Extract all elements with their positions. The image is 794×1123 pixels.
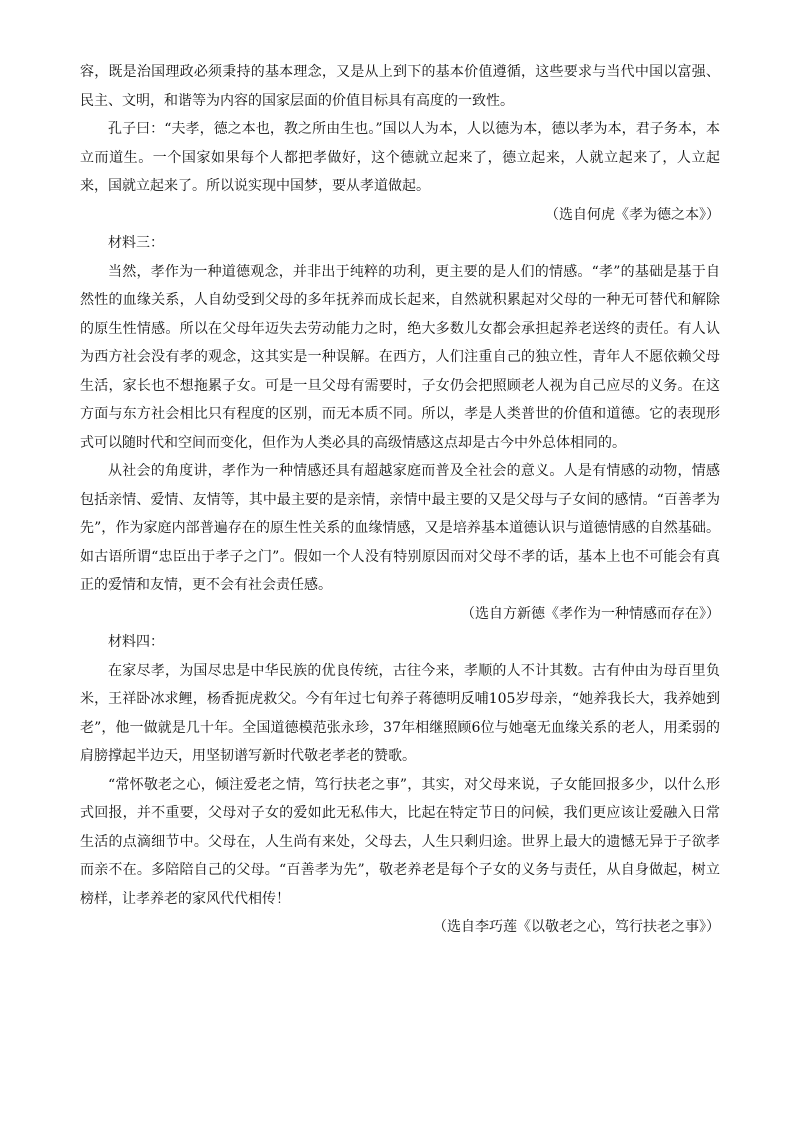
material-heading: 材料三：: [108, 235, 164, 251]
source-citation: （选自何虎《孝为德之本》）: [545, 206, 720, 223]
paragraph-examples: 在家尽孝，为国尽忠是中华民族的优良传统，古往今来，孝顺的人不计其数。古有仲由为母百里负米，王祥卧冰求鲤，杨香扼虎救父。今有年过七旬养子蒋德明反哺105岁母亲，“她养我长大，我养她到老”，他一做就是几十年。全国道德模范张永珍，37年相继照顾6位与她毫无血缘关系的老人，用柔弱的肩膀撑起半边天，用坚韧谱写新时代敬老孝老的赞歌。: [80, 662, 720, 764]
paragraph-society: 从社会的角度讲，孝作为一种情感还具有超越家庭而普及全社会的意义。人是有情感的动物，情感包括亲情、爱情、友情等，其中最主要的是亲情，亲情中最主要的又是父母与子女间的感情。“百善孝为先”，作为家庭内部普遍存在的原生性关系的血缘情感，又是培养基本道德认识与道德情感的自然基础。如古语所谓“忠臣出于孝子之门”。假如一个人没有特别原因而对父母不孝的话，基本上也不可能会有真正的爱情和友情，更不会有社会责任感。: [80, 463, 720, 593]
paragraph-emotion: 当然，孝作为一种道德观念，并非出于纯粹的功利，更主要的是人们的情感。“孝”的基础是基于自然性的血缘关系，人自幼受到父母的多年抚养而成长起来，自然就积累起对父母的一种无可替代和解除的原生性情感。所以在父母年迈失去劳动能力之时，绝大多数儿女都会承担起养老送终的责任。有人认为西方社会没有孝的观念，这其实是一种误解。在西方，人们注重自己的独立性，青年人不愿依赖父母生活，家长也不想拖累子女。可是一旦父母有需要时，子女仍会把照顾老人视为自己应尽的义务。在这方面与东方社会相比只有程度的区别，而无本质不同。所以，孝是人类普世的价值和道德。它的表现形式可以随时代和空间而变化，但作为人类必具的高级情感这点却是古今中外总体相同的。: [80, 263, 720, 451]
source-citation: （选自方新德《孝作为一种情感而存在》）: [461, 605, 720, 622]
paragraph-respect-elders: “常怀敬老之心，倾注爱老之情，笃行扶老之事”，其实，对父母来说，子女能回报多少，以什么形式回报，并不重要，父母对子女的爱如此无私伟大，比起在特定节日的问候，我们更应该让爱融入日常生活的点滴细节中。父母在，人生尚有来处，父母去，人生只剩归途。世界上最大的遗憾无异于子欲孝而亲不在。多陪陪自己的父母。“百善孝为先”，敬老养老是每个子女的义务与责任，从自身做起，树立榜样，让孝养老的家风代代相传！: [80, 776, 720, 907]
paragraph-confucius: 孔子曰：“夫孝，德之本也，教之所由生也。”国以人为本，人以德为本，德以孝为本，君子务本，本立而道生。一个国家如果每个人都把孝做好，这个德就立起来了，德立起来，人就立起来了，人立起来，国就立起来了。所以说实现中国梦，要从孝道做起。: [80, 121, 720, 194]
paragraph-continuation: 容，既是治国理政必须秉持的基本理念，又是从上到下的基本价值遵循，这些要求与当代中国以富强、民主、文明，和谐等为内容的国家层面的价值目标具有高度的一致性。: [80, 64, 720, 109]
document-page: [80, 58, 720, 942]
source-citation: （选自李巧莲《以敬老之心，笃行扶老之事》）: [433, 919, 720, 935]
material-heading: 材料四：: [108, 634, 164, 650]
